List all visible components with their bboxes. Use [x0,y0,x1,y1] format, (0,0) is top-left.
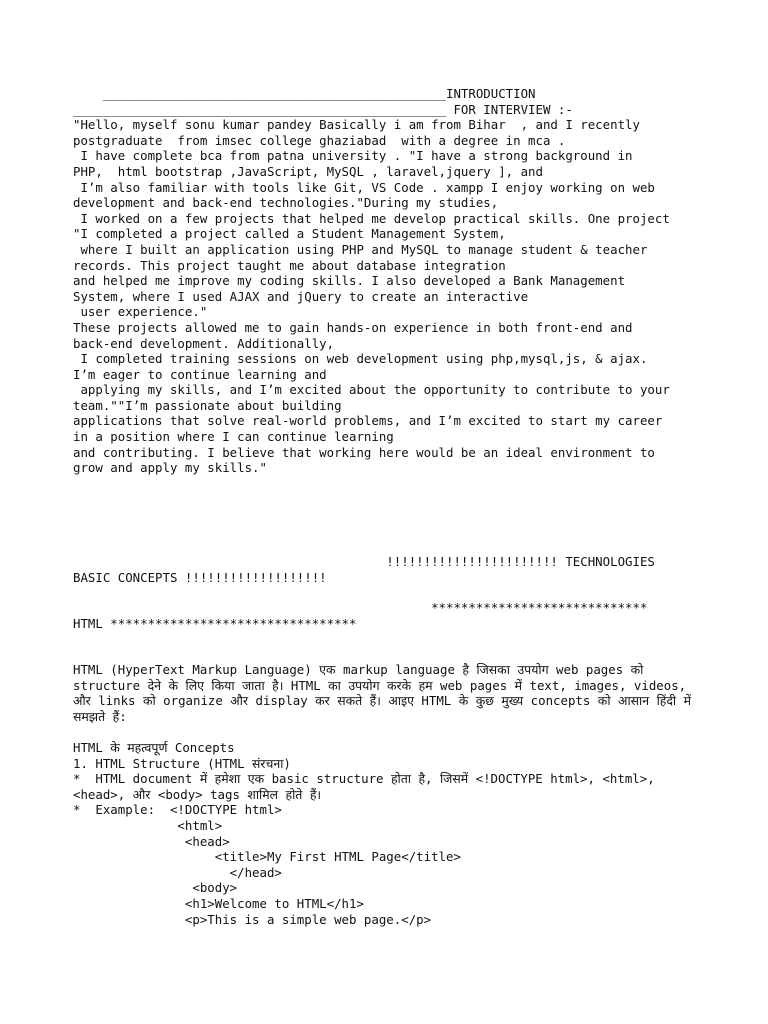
html-concepts-section [73,662,713,927]
text-line: I completed training sessions on web development using php,mysql,js, & ajax. [73,351,648,367]
text-line: <p>This is a simple web page.</p> [73,911,432,927]
text-line: and helped me improve my coding skills. I also developed a Bank Management [73,273,626,289]
text-line: "I completed a project called a Student Management System, [73,226,506,242]
text-line: <title>My First HTML Page</title> [73,849,461,865]
technologies-heading [73,554,713,585]
text-line: I’m eager to continue learning and [73,366,327,382]
text-line: PHP, html bootstrap ,JavaScript, MySQL , laravel,jquery ], and [73,163,543,179]
text-line: * Example: <!DOCTYPE html> [73,802,282,818]
text-line: <body> [73,880,238,896]
text-line: ***************************** [73,600,648,615]
text-line: I worked on a few projects that helped me develop practical skills. One project [73,210,670,226]
text-line: System, where I used AJAX and jQuery to create an interactive [73,288,529,304]
text-line: HTML के महत्वपूर्ण Concepts [73,739,235,755]
text-line: development and back-end technologies."During my studies, [73,195,499,211]
text-line: <html> [73,817,223,833]
text-line: <head>, और <body> tags शामिल होते हैं। [73,786,322,802]
text-line: और links को organize और display कर सकते हैं। आइए HTML के कुछ मुख्य concepts को आसान हिंदी में [73,693,692,709]
introduction-section [73,86,713,476]
text-line: grow and apply my skills." [73,460,267,476]
text-line: I have complete bca from patna university . "I have a strong background in [73,148,633,164]
text-line: ______________________________________________INTRODUCTION [73,86,536,101]
text-line: समझते हैं: [73,708,127,724]
text-line: user experience." [73,304,208,320]
text-line [73,724,713,740]
text-line: applications that solve real-world problems, and I’m excited to start my career [73,413,663,429]
html-heading [73,600,713,631]
text-line: structure देने के लिए किया जाता है। HTML का उपयोग करके हम web pages में text, images, videos, [73,677,687,693]
text-line: <h1>Welcome to HTML</h1> [73,895,364,911]
text-line: applying my skills, and I’m excited about the opportunity to contribute to your [73,382,670,398]
text-line: team.""I’m passionate about building [73,397,342,413]
text-line: records. This project taught me about database integration [73,257,506,273]
text-line: HTML (HyperText Markup Language) एक markup language है जिसका उपयोग web pages को [73,662,644,677]
text-line: and contributing. I believe that working here would be an ideal environment to [73,444,655,460]
text-line: 1. HTML Structure (HTML संरचना) [73,755,291,771]
text-line: __________________________________________________ FOR INTERVIEW :- [73,101,573,117]
text-line: where I built an application using PHP and MySQL to manage student & teacher [73,241,648,257]
text-line: BASIC CONCEPTS !!!!!!!!!!!!!!!!!!! [73,569,327,585]
text-line: </head> [73,864,282,880]
text-line: <head> [73,833,230,849]
text-line: I’m also familiar with tools like Git, VS Code . xampp I enjoy working on web [73,179,655,195]
text-line: These projects allowed me to gain hands-on experience in both front-end and [73,319,633,335]
text-line: HTML ********************************* [73,615,357,631]
text-line: !!!!!!!!!!!!!!!!!!!!!!! TECHNOLOGIES [73,554,655,569]
text-line: in a position where I can continue learning [73,429,394,445]
text-line: "Hello, myself sonu kumar pandey Basically i am from Bihar , and I recently [73,117,640,133]
text-line: * HTML document में हमेशा एक basic structure होता है, जिसमें <!DOCTYPE html>, <html>, [73,771,655,787]
text-line: postgraduate from imsec college ghaziabad with a degree in mca . [73,132,566,148]
text-line: back-end development. Additionally, [73,335,335,351]
